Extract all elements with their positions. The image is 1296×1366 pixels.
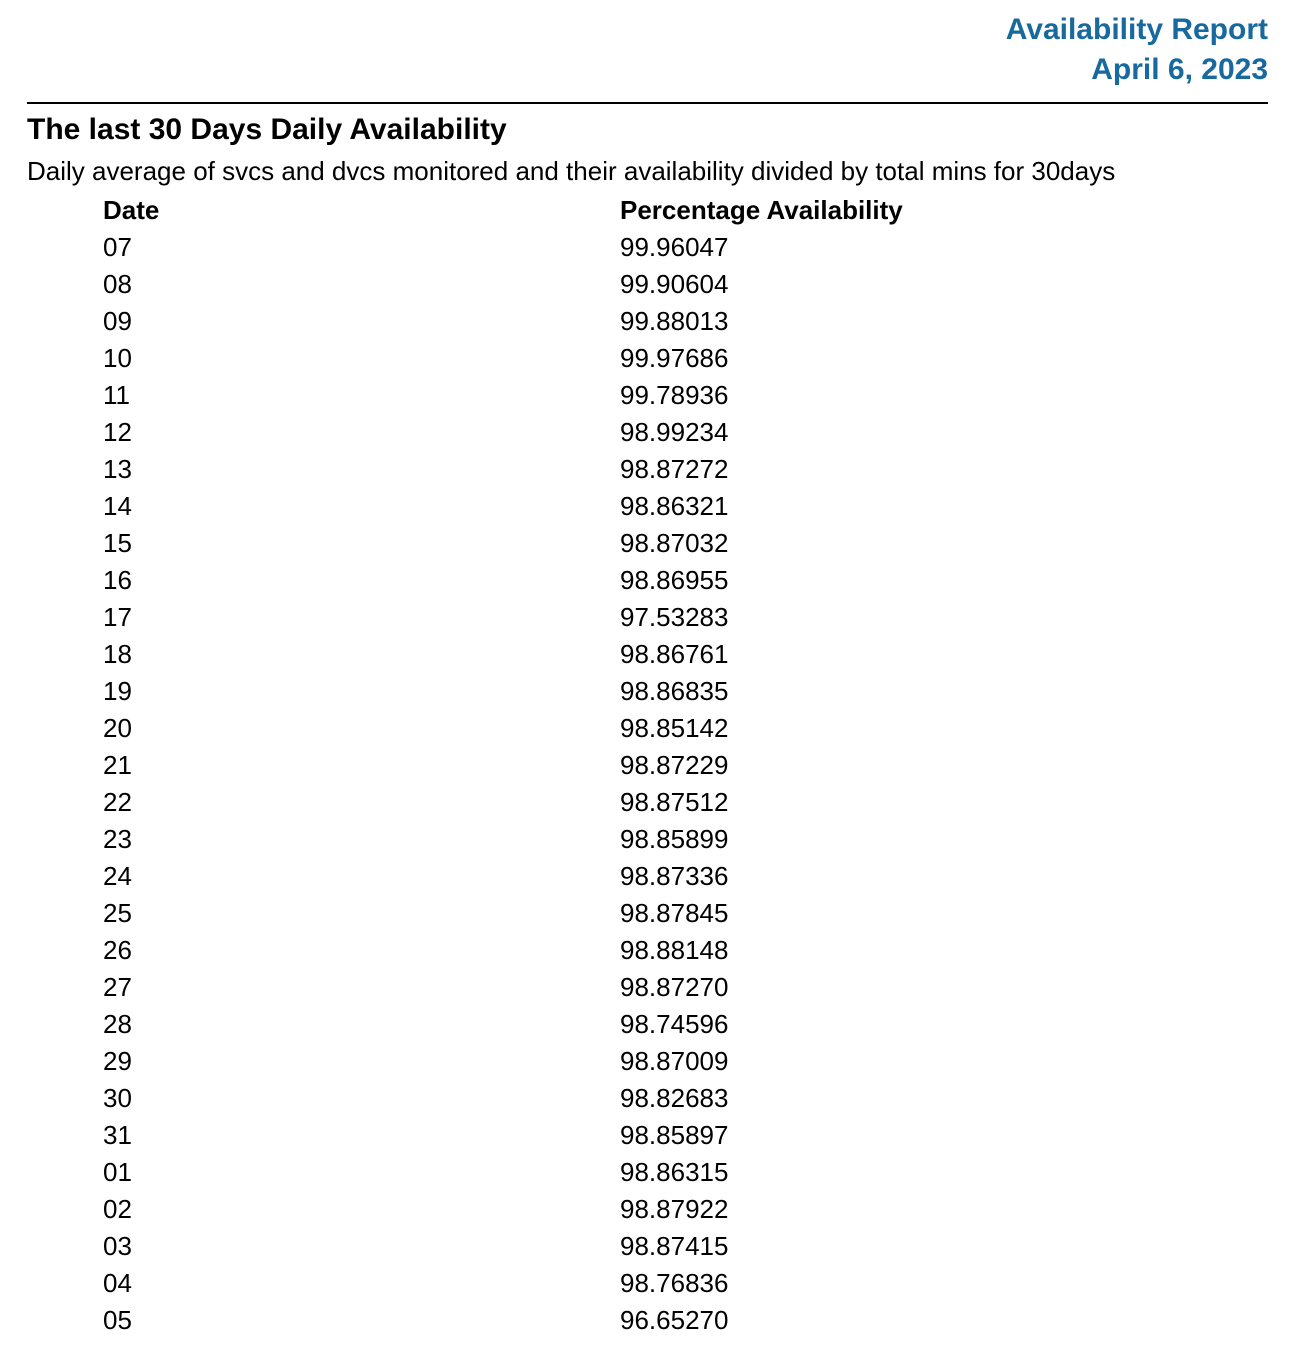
availability-cell: 98.88148: [620, 935, 729, 965]
table-body: [27, 229, 1268, 1339]
date-cell: 21: [103, 750, 132, 780]
availability-cell: 99.97686: [620, 343, 729, 373]
availability-cell: 97.53283: [620, 602, 729, 632]
availability-table: [27, 192, 1268, 1339]
date-cell: 22: [103, 787, 132, 817]
date-cell: 31: [103, 1120, 132, 1150]
table-row: [27, 451, 1268, 488]
availability-cell: 98.86321: [620, 491, 729, 521]
report-title: Availability Report: [1005, 13, 1268, 46]
table-row: [27, 488, 1268, 525]
date-cell: 27: [103, 972, 132, 1002]
date-cell: 20: [103, 713, 132, 743]
date-cell: 28: [103, 1009, 132, 1039]
table-row: [27, 932, 1268, 969]
table-row: [27, 858, 1268, 895]
table-row: [27, 1302, 1268, 1339]
table-row: [27, 562, 1268, 599]
table-row: [27, 414, 1268, 451]
availability-cell: 98.87512: [620, 787, 729, 817]
table-row: [27, 229, 1268, 266]
availability-cell: 99.88013: [620, 306, 729, 336]
table-row: [27, 710, 1268, 747]
table-row: [27, 1080, 1268, 1117]
date-cell: 23: [103, 824, 132, 854]
availability-cell: 98.87415: [620, 1231, 729, 1261]
availability-cell: 98.85897: [620, 1120, 729, 1150]
table-row: [27, 1265, 1268, 1302]
table-row: [27, 340, 1268, 377]
date-cell: 04: [103, 1268, 132, 1298]
availability-cell: 98.76836: [620, 1268, 729, 1298]
date-cell: 14: [103, 491, 132, 521]
availability-cell: 98.87270: [620, 972, 729, 1002]
date-cell: 11: [103, 380, 130, 410]
availability-cell: 98.87009: [620, 1046, 729, 1076]
availability-cell: 98.87336: [620, 861, 729, 891]
table-row: [27, 969, 1268, 1006]
table-row: [27, 821, 1268, 858]
report-header: [27, 10, 1268, 90]
date-cell: 16: [103, 565, 132, 595]
date-cell: 18: [103, 639, 132, 669]
table-row: [27, 673, 1268, 710]
table-row: [27, 266, 1268, 303]
header-divider: [27, 102, 1268, 104]
availability-cell: 99.96047: [620, 232, 729, 262]
section-description: Daily average of svcs and dvcs monitored and their availability divided by total mins for 30days: [27, 156, 1116, 186]
table-row: [27, 1006, 1268, 1043]
availability-cell: 98.86315: [620, 1157, 729, 1187]
report-date: April 6, 2023: [1091, 53, 1268, 86]
availability-cell: 99.78936: [620, 380, 729, 410]
availability-cell: 98.85142: [620, 713, 729, 743]
date-cell: 25: [103, 898, 132, 928]
availability-cell: 98.74596: [620, 1009, 729, 1039]
date-cell: 01: [103, 1157, 132, 1187]
table-row: [27, 303, 1268, 340]
availability-cell: 98.86955: [620, 565, 729, 595]
table-row: [27, 1191, 1268, 1228]
date-cell: 24: [103, 861, 132, 891]
availability-cell: 98.87032: [620, 528, 729, 558]
availability-cell: 98.86761: [620, 639, 729, 669]
availability-cell: 96.65270: [620, 1305, 729, 1335]
table-header-row: [27, 192, 1268, 229]
date-cell: 05: [103, 1305, 132, 1335]
availability-cell: 98.82683: [620, 1083, 729, 1113]
table-row: [27, 1228, 1268, 1265]
date-cell: 08: [103, 269, 132, 299]
availability-cell: 98.85899: [620, 824, 729, 854]
date-cell: 15: [103, 528, 132, 558]
date-cell: 03: [103, 1231, 132, 1261]
date-cell: 13: [103, 454, 132, 484]
table-row: [27, 525, 1268, 562]
table-row: [27, 636, 1268, 673]
table-row: [27, 895, 1268, 932]
table-row: [27, 747, 1268, 784]
date-cell: 17: [103, 602, 132, 632]
date-cell: 26: [103, 935, 132, 965]
date-cell: 30: [103, 1083, 132, 1113]
date-cell: 10: [103, 343, 132, 373]
column-header-availability: Percentage Availability: [620, 195, 903, 225]
table-row: [27, 599, 1268, 636]
table-row: [27, 784, 1268, 821]
date-cell: 07: [103, 232, 132, 262]
date-cell: 09: [103, 306, 132, 336]
availability-cell: 98.87845: [620, 898, 729, 928]
date-cell: 12: [103, 417, 132, 447]
availability-cell: 98.86835: [620, 676, 729, 706]
table-row: [27, 1117, 1268, 1154]
table-row: [27, 377, 1268, 414]
availability-cell: 98.87922: [620, 1194, 729, 1224]
section-heading: The last 30 Days Daily Availability: [27, 113, 507, 146]
date-cell: 02: [103, 1194, 132, 1224]
column-header-date: Date: [103, 195, 160, 225]
date-cell: 19: [103, 676, 132, 706]
availability-cell: 98.87272: [620, 454, 729, 484]
table-row: [27, 1154, 1268, 1191]
availability-cell: 98.87229: [620, 750, 729, 780]
availability-cell: 99.90604: [620, 269, 729, 299]
availability-cell: 98.99234: [620, 417, 729, 447]
date-cell: 29: [103, 1046, 132, 1076]
table-row: [27, 1043, 1268, 1080]
